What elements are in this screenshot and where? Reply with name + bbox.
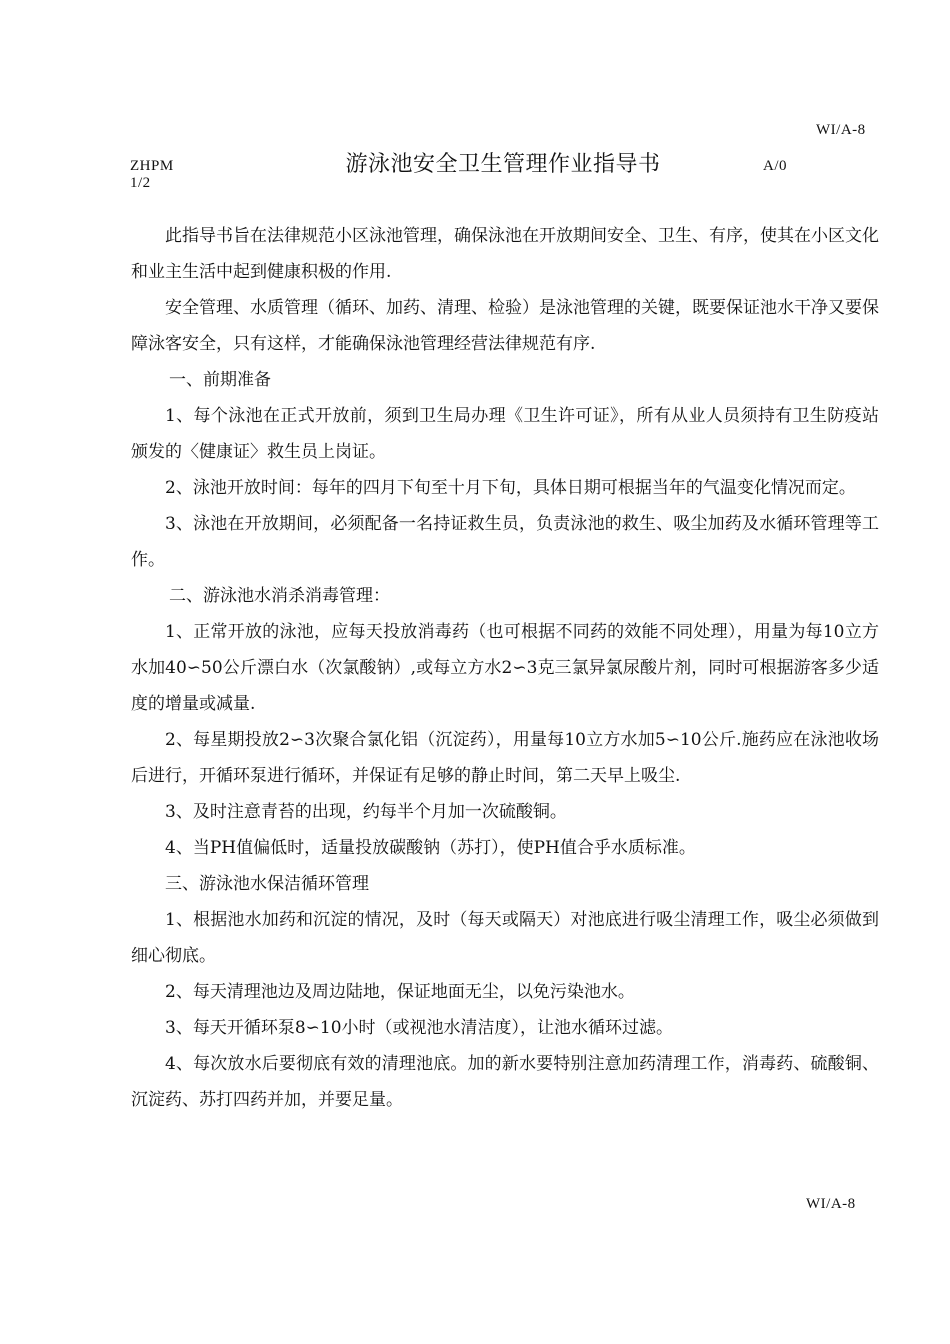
list-item: 4、每次放水后要彻底有效的清理池底。加的新水要特别注意加药清理工作，消毒药、硫酸铜、沉淀药、苏打四药并加，并要足量。 — [131, 1054, 879, 1110]
intro-paragraph: 安全管理、水质管理（循环、加药、清理、检验）是泳池管理的关键，既要保证池水干净又要保障泳客安全，只有这样，才能确保泳池管理经营法律规范有序. — [131, 298, 879, 354]
list-item: 1、正常开放的泳池，应每天投放消毒药（也可根据不同药的效能不同处理），用量为每10立方水加40∽50公斤漂白水（次氯酸钠）,或每立方水2∽3克三氯异氯尿酸片剂，同时可根据游客多少适度的增量或减量. — [131, 622, 879, 714]
section-heading: 一、前期准备 — [169, 370, 271, 390]
page-title-container — [0, 147, 950, 178]
document-code-top: WI/A-8 — [816, 122, 866, 138]
list-item: 3、及时注意青苔的出现，约每半个月加一次硫酸铜。 — [165, 802, 567, 822]
document-left-code: ZHPM — [130, 158, 174, 174]
document-code-bottom: WI/A-8 — [806, 1196, 856, 1212]
list-item: 4、当PH值偏低时，适量投放碳酸钠（苏打），使PH值合乎水质标准。 — [165, 838, 696, 858]
list-item: 1、根据池水加药和沉淀的情况，及时（每天或隔天）对池底进行吸尘清理工作，吸尘必须做到细心彻底。 — [131, 910, 879, 966]
list-item: 2、每天清理池边及周边陆地，保证地面无尘，以免污染池水。 — [165, 982, 635, 1002]
section-heading: 二、游泳池水消杀消毒管理： — [169, 586, 390, 606]
list-item: 3、泳池在开放期间，必须配备一名持证救生员，负责泳池的救生、吸尘加药及水循环管理等工作。 — [131, 514, 879, 570]
intro-paragraph: 此指导书旨在法律规范小区泳池管理，确保泳池在开放期间安全、卫生、有序，使其在小区文化和业主生活中起到健康积极的作用. — [131, 226, 879, 282]
list-item: 2、泳池开放时间：每年的四月下旬至十月下旬，具体日期可根据当年的气温变化情况而定。 — [165, 478, 856, 498]
page-number: 1/2 — [130, 175, 151, 191]
list-item: 3、每天开循环泵8∽10小时（或视池水清洁度），让池水循环过滤。 — [165, 1018, 674, 1038]
document-body — [131, 218, 879, 1118]
page-title: 游泳池安全卫生管理作业指导书 — [345, 152, 661, 177]
list-item: 2、每星期投放2∽3次聚合氯化铝（沉淀药），用量每10立方水加5∽10公斤.施药应在泳池收场后进行，开循环泵进行循环，并保证有足够的静止时间，第二天早上吸尘. — [131, 730, 879, 786]
section-heading: 三、游泳池水保洁循环管理 — [165, 874, 369, 894]
document-version: A/0 — [763, 158, 787, 174]
list-item: 1、每个泳池在正式开放前，须到卫生局办理《卫生许可证》，所有从业人员须持有卫生防疫站颁发的〈健康证〉救生员上岗证。 — [131, 406, 879, 462]
